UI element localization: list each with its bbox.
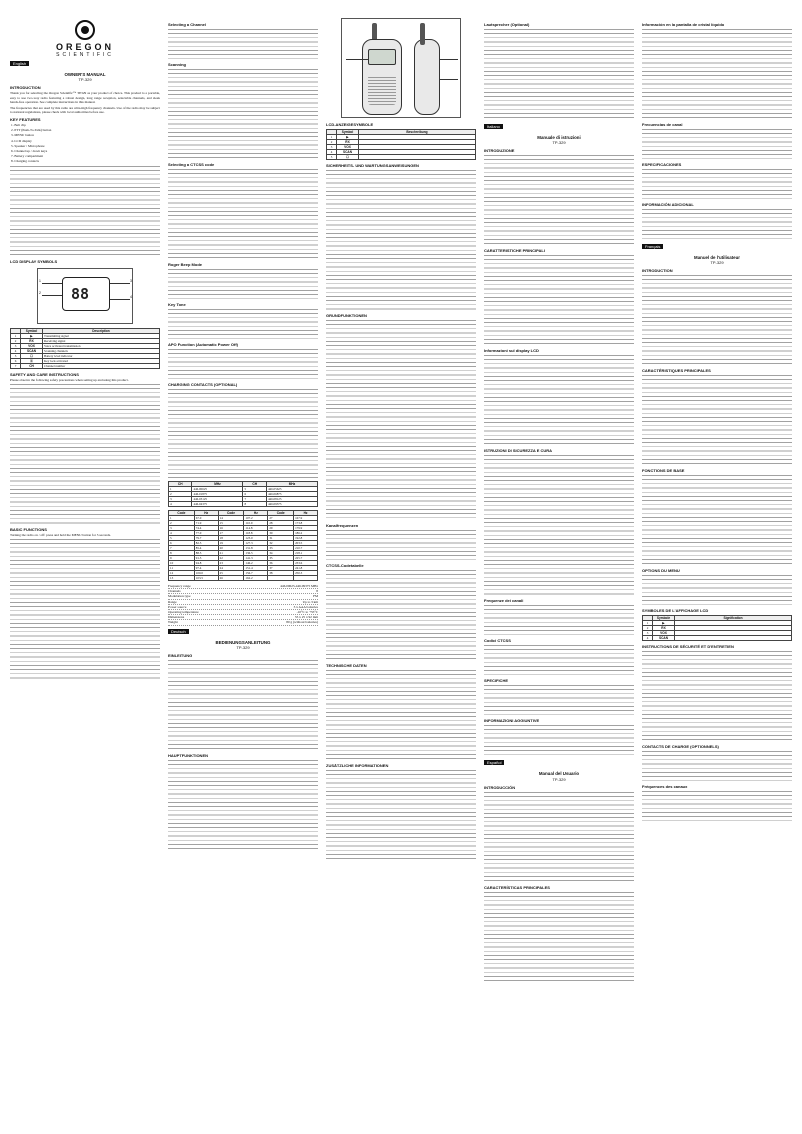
spec-value: Up to 3 km (302, 599, 318, 604)
callout-4: 4 (130, 294, 132, 299)
body-text-block (484, 355, 634, 445)
table-cell: 136.5 (244, 551, 268, 556)
table-row: 2 446.01875 6 446.06875 (169, 492, 318, 497)
spec-key: Channels (168, 589, 181, 594)
table-cell: 203.5 (294, 541, 318, 546)
table-cell: 4 (169, 531, 195, 536)
spec-value: 8 (316, 589, 318, 594)
antenna-icon (420, 23, 425, 45)
body-text-block (642, 129, 792, 159)
spec-row (168, 620, 318, 625)
table-cell: 17 (218, 531, 244, 536)
freq-heading-it: Frequenze dei canali (484, 598, 524, 604)
table-cell: 233.6 (294, 561, 318, 566)
body-text-block (642, 169, 792, 199)
table-cell: 162.2 (244, 576, 268, 581)
body-text-block (642, 651, 792, 741)
table-cell: 26 (218, 576, 244, 581)
body-text-block (642, 575, 792, 605)
freq-heading-fr: Fréquences des canaux (642, 784, 688, 790)
brand-logo-top: OREGON (55, 42, 114, 52)
table-cell: 21 (218, 551, 244, 556)
table-cell: 6 (169, 541, 195, 546)
table-cell: 16 (218, 526, 244, 531)
intro-heading-fr: INTRODUCTION (642, 268, 673, 274)
table-cell (294, 576, 318, 581)
spec-value: 55 x 25 x 92 mm (294, 615, 318, 620)
spec-key: Dimensions (168, 615, 185, 620)
table-cell: 141.3 (244, 556, 268, 561)
table-cell: 12 (169, 571, 195, 576)
body-text-block (484, 29, 634, 119)
body-text-block (168, 309, 318, 339)
body-text-block (168, 349, 318, 379)
radio-side-icon (414, 39, 440, 115)
table-cell: 156.7 (244, 571, 268, 576)
basic-heading-fr: FONCTIONS DE BASE (642, 468, 685, 474)
feature-item: 1. Belt clip (11, 122, 26, 127)
table-row: 5 ☐ (327, 155, 476, 160)
column-italiano-espanol (484, 0, 634, 1134)
table-cell: 218.1 (294, 551, 318, 556)
table-cell: 34 (268, 551, 294, 556)
contact-heading-fr: CONTACTS DE CHARGE (OPTIONNELS) (642, 744, 719, 750)
spec-key: Modulation type (168, 594, 191, 599)
table-row: 1 ▶ (643, 621, 792, 626)
table-cell: 36 (268, 561, 294, 566)
lcd-diagram (37, 268, 133, 324)
table-row (169, 576, 318, 581)
body-text-block (168, 69, 318, 159)
info-heading-es: INFORMACIÓN ADICIONAL (642, 202, 694, 207)
intro-paragraph-1: Thank you for selecting the Oregon Scientific™ TP329 as your product of choice. This product is a portable, easy to use two-way radio featuring a robust design, long range reception, selectable channels, and sleek hands-free operation. See complete instructions in this manual. (10, 91, 160, 104)
table-cell: 27 (268, 516, 294, 521)
safety-heading: SAFETY AND CARE INSTRUCTIONS (10, 371, 79, 377)
body-text-block (484, 892, 634, 982)
body-text-block (326, 320, 476, 520)
table-cell: 114.8 (244, 526, 268, 531)
body-text-block (642, 791, 792, 821)
feature-item: 2. PTT (Push-To-Talk) button (11, 128, 52, 133)
callout-3: 3 (130, 278, 132, 283)
roger-beep-heading: Roger Beep Mode (168, 262, 203, 267)
table-cell: 7 (169, 546, 195, 551)
language-tag-italiano: Italiano (484, 124, 503, 129)
info-heading-it: INFORMAZIONI AGGIUNTIVE (484, 718, 540, 724)
body-text-block (484, 725, 634, 755)
column-english-continued (168, 0, 318, 1134)
spec-key: Operating temperature (168, 610, 199, 615)
body-text-block (642, 475, 792, 565)
table-cell: 110.9 (244, 521, 268, 526)
basic-heading-de: GRUNDFUNKTIONEN (326, 313, 367, 318)
features-heading-fr: CARACTÉRISTIQUES PRINCIPALES (642, 368, 711, 374)
table-cell: 29 (268, 526, 294, 531)
language-tag-deutsch: Deutsch (168, 629, 189, 634)
manual-title-fr: Manuel de l'utilisateur (694, 255, 740, 260)
table-cell: 179.9 (294, 526, 318, 531)
model-number-it: TP-329 (552, 140, 566, 146)
table-row: 3 446.03125 7 446.08125 (169, 497, 318, 502)
model-number-es: TP-329 (552, 776, 566, 782)
table-cell: 32 (268, 541, 294, 546)
channel-frequency-table: CH MHz CH MHz 1 446.00625 5 446.05625 2 446.01875 6 446.06875 3 446.03125 7 446.08125 4 446.04375 8 446.09375 (168, 481, 318, 507)
specifications-list (168, 584, 318, 626)
column-deutsch (326, 0, 476, 1134)
symbol-table (10, 328, 160, 369)
basic-paragraph: Turning the radio on / off: press and hold the MENU button for 3 seconds. (10, 532, 111, 537)
table-row: 2 RX (327, 140, 476, 145)
ctcss-heading-it: Codici CTCSS (484, 638, 511, 644)
table-cell: 103.5 (194, 576, 218, 581)
basic-heading: BASIC FUNCTIONS (10, 526, 47, 532)
table-cell: 33 (268, 546, 294, 551)
table-cell: 82.5 (194, 541, 218, 546)
column-francais (642, 0, 792, 1134)
body-text-block (326, 770, 476, 860)
speaker-heading-de: Lautsprecher (Optional) (484, 22, 530, 27)
table-cell: 5 (169, 536, 195, 541)
table-row: 4 SCAN Scanning channels (11, 348, 160, 353)
table-cell: 11 (169, 566, 195, 571)
table-cell: 74.4 (194, 526, 218, 531)
lcd-heading-es: Información en la pantalla de cristal líquido (642, 22, 725, 27)
language-tag-francais: Français (642, 244, 663, 249)
table-cell: 22 (218, 556, 244, 561)
intro-paragraph-2: The frequencies that are used by this radio are ultra-high frequency channels. Use of the radio may be subject to national regulations, please check with local authorities before use. (10, 105, 160, 114)
manual-title-es: Manual del Usuario (538, 771, 580, 777)
spec-key: Weight (168, 620, 178, 625)
spec-key: Power source (168, 604, 187, 609)
table-cell: 173.8 (294, 521, 318, 526)
spec-heading-it: SPECIFICHE (484, 678, 509, 684)
table-cell: 67.0 (194, 516, 218, 521)
table-cell: 3 (169, 526, 195, 531)
body-text-block (326, 530, 476, 560)
lcd-screen (62, 277, 110, 311)
table-cell: 186.2 (294, 531, 318, 536)
table-row: 6 ⚿ Key lock activated (11, 358, 160, 363)
table-cell: 250.3 (294, 571, 318, 576)
spec-value: 3 x AAA batteries (293, 604, 318, 609)
language-tag-english: English (10, 61, 29, 66)
key-tone-heading: Key Tone (168, 302, 186, 307)
spec-key: Range (168, 599, 177, 604)
intro-heading: INTRODUCTION (10, 85, 41, 91)
table-cell: 167.9 (294, 516, 318, 521)
table-cell: 210.7 (294, 546, 318, 551)
lcd-heading: LCD DISPLAY SYMBOLS (10, 258, 58, 264)
table-cell: 1 (169, 516, 195, 521)
safety-heading-fr: INSTRUCTIONS DE SÉCURITÉ ET D'ENTRETIEN (642, 644, 734, 650)
body-text-block (484, 155, 634, 245)
manual-title: OWNER'S MANUAL (64, 72, 106, 77)
table-cell: 94.8 (194, 561, 218, 566)
model-number-de: TP-329 (236, 645, 250, 651)
manual-title-de: BEDIENUNGSANLEITUNG (215, 639, 271, 645)
table-row: 3 VOX (327, 145, 476, 150)
table-cell: 28 (268, 521, 294, 526)
features-heading-de: HAUPTFUNKTIONEN (168, 753, 208, 759)
symbol-col-header: Symbol (21, 328, 43, 333)
table-row: 3 VOX Voice activated transmission (11, 343, 160, 348)
table-cell: 107.2 (244, 516, 268, 521)
lcd-heading-de: LCD-ANZEIGESYMBOLE (326, 122, 374, 127)
table-cell: 14 (218, 516, 244, 521)
table-cell: 192.8 (294, 536, 318, 541)
body-text-block (10, 384, 160, 524)
spec-value: 446.00625-446.09375 MHz (280, 584, 318, 588)
body-text-block (642, 375, 792, 465)
ctcss-table-body (169, 516, 318, 581)
ctcss-code-table: Code Hz Code Hz Code Hz 1 67.0 14 107.2 27 167.9 2 71.9 15 110.9 28 173.8 3 74.4 16 114.8 29 179.9 4 77.0 17 118.8 30 186.2 5 79.7 18 123.0 31 192.8 6 82.5 19 127.3 32 203.5 7 85.4 20 131.8 33 210.7 8 88.5 21 136.5 34 218.1 9 91.5 22 141.3 35 225.7 10 94.8 23 146.2 36 233.6 11 97.4 24 151.4 37 241.8 12 100.0 25 156.7 38 250.3 13 103.5 26 162.2 (168, 510, 318, 581)
spec-value: FM (313, 594, 318, 599)
table-cell: 35 (268, 556, 294, 561)
table-row: 4 SCAN (327, 150, 476, 155)
select-channel-heading: Selecting a Channel (168, 22, 207, 27)
table-row: 7 CH Channel number (11, 363, 160, 368)
callout-2: 2 (39, 290, 41, 295)
table-cell: 9 (169, 556, 195, 561)
table-cell: 127.3 (244, 541, 268, 546)
manual-title-it: Manuale di istruzioni (537, 135, 581, 140)
safety-paragraph: Please observe the following safety precautions when setting up and using this product. (10, 377, 129, 382)
charging-heading: CHARGING CONTACTS (OPTIONAL) (168, 382, 238, 387)
spec-value: -10°C to +55°C (296, 610, 318, 615)
table-cell: 71.9 (194, 521, 218, 526)
tech-heading-de: TECHNISCHE DATEN (326, 663, 367, 668)
table-cell: 91.5 (194, 556, 218, 561)
scanning-heading: Scanning (168, 62, 187, 67)
body-text-block (484, 455, 634, 595)
intro-heading-de: EINLEITUNG (168, 653, 193, 659)
spec-key: Frequency range (168, 584, 191, 588)
feature-item: 3. MENU button (11, 133, 34, 138)
intro-heading-es: INTRODUCCIÓN (484, 784, 516, 790)
symbol-table-fr: Symbole Signification 1 ▶ 2 RX 3 VOX 4 SCAN (642, 615, 792, 641)
feature-item: 5. Speaker / Microphone (11, 143, 45, 148)
lcd-heading-fr: SYMBOLES DE L'AFFICHAGE LCD (642, 608, 709, 614)
table-row: 1 ▶ Transmitting signal (11, 333, 160, 338)
table-row: 5 ☐ Battery level indicator (11, 353, 160, 358)
feature-item: 4. LCD display (11, 138, 32, 143)
table-cell: 241.8 (294, 566, 318, 571)
table-cell: 79.7 (194, 536, 218, 541)
body-text-block (484, 645, 634, 675)
description-col-header: Description (43, 328, 160, 333)
features-heading: KEY FEATURES (10, 116, 41, 122)
body-text-block (484, 605, 634, 635)
model-number-fr: TP-329 (710, 260, 724, 266)
body-text-block (326, 670, 476, 760)
body-text-block (484, 792, 634, 882)
body-text-block (326, 170, 476, 310)
safety-heading-de: SICHERHEITS- UND WARTUNGSANWEISUNGEN (326, 163, 419, 168)
body-text-block (642, 29, 792, 119)
table-cell: 24 (218, 566, 244, 571)
features-heading-it: CARATTERISTICHE PRINCIPALI (484, 248, 545, 254)
table-cell: 77.0 (194, 531, 218, 536)
radio-diagram (341, 18, 461, 118)
language-tag-espanol: Español (484, 760, 504, 765)
table-cell: 100.0 (194, 571, 218, 576)
channel-heading-de: Kanalfrequenzen (326, 523, 359, 528)
table-cell: 15 (218, 521, 244, 526)
lcd-digits: 88 (71, 284, 90, 303)
body-text-block (642, 275, 792, 365)
table-cell: 85.4 (194, 546, 218, 551)
body-text-block (168, 269, 318, 299)
table-row: 4 SCAN (643, 636, 792, 641)
body-text-block (326, 570, 476, 660)
body-text-block (10, 166, 160, 256)
table-cell: 97.4 (194, 566, 218, 571)
table-cell: 123.0 (244, 536, 268, 541)
spec-heading-es: ESPECIFICACIONES (642, 162, 682, 167)
body-text-block (168, 660, 318, 750)
table-row: 2 RX Receiving signal (11, 338, 160, 343)
body-text-block (642, 209, 792, 239)
table-cell: 131.8 (244, 546, 268, 551)
ctcss-heading-de: CTCSS-Codetabelle (326, 563, 364, 568)
body-text-block (168, 760, 318, 850)
table-cell: 18 (218, 536, 244, 541)
table-cell: 25 (218, 571, 244, 576)
table-cell: 10 (169, 561, 195, 566)
body-text-block (168, 169, 318, 259)
features-list (10, 123, 160, 164)
feature-item: 6. Channel up / down keys (11, 148, 48, 153)
table-cell: 30 (268, 531, 294, 536)
radio-screen-icon (368, 49, 396, 65)
table-cell: 13 (169, 576, 195, 581)
additional-heading-de: ZUSÄTZLICHE INFORMATIONEN (326, 763, 389, 768)
table-row: 1 446.00625 5 446.05625 (169, 487, 318, 492)
safety-heading-it: ISTRUZIONI DI SICUREZZA E CURA (484, 448, 553, 454)
table-row: 2 RX (643, 626, 792, 631)
table-cell: 118.8 (244, 531, 268, 536)
table-cell: 8 (169, 551, 195, 556)
feature-item: 7. Battery compartment (11, 154, 44, 159)
table-cell: 2 (169, 521, 195, 526)
table-cell: 225.7 (294, 556, 318, 561)
oregon-logo-icon (75, 20, 95, 40)
spec-value: 80 g (without batteries) (286, 620, 318, 625)
body-text-block (168, 389, 318, 479)
table-cell: 88.5 (194, 551, 218, 556)
menu-heading-fr: OPTIONS DU MENU (642, 568, 680, 574)
body-text-block (642, 751, 792, 781)
intro-heading-it: INTRODUZIONE (484, 148, 515, 154)
body-text-block (484, 255, 634, 345)
body-text-block (168, 29, 318, 59)
table-row: 4 446.04375 8 446.09375 (169, 502, 318, 507)
table-cell: 31 (268, 536, 294, 541)
freq-heading-es: Frecuencias de canal (642, 122, 683, 127)
body-text-block (484, 685, 634, 715)
callout-1: 1 (39, 278, 41, 283)
table-cell: 151.4 (244, 566, 268, 571)
symbol-table-de: Symbol Beschreibung 1 ▶ 2 RX 3 VOX 4 SCAN 5 ☐ (326, 129, 476, 160)
model-number: TP-329 (78, 77, 92, 83)
feature-item: 8. Charging contacts (11, 159, 39, 164)
speaker-grill-icon (368, 75, 396, 105)
lcd-heading-it: Informazioni sul display LCD (484, 348, 539, 354)
features-heading-es: CARACTERÍSTICAS PRINCIPALES (484, 884, 550, 890)
table-cell: 38 (268, 571, 294, 576)
body-text-block (10, 539, 160, 679)
table-cell: 37 (268, 566, 294, 571)
table-row: 1 ▶ (327, 135, 476, 140)
table-cell: 146.2 (244, 561, 268, 566)
table-cell (268, 576, 294, 581)
column-english (10, 0, 160, 1134)
brand-logo-bottom: SCIENTIFIC (56, 52, 114, 58)
apo-heading: APO Function (Automatic Power Off) (168, 342, 238, 347)
table-cell: 23 (218, 561, 244, 566)
table-cell: 19 (218, 541, 244, 546)
table-row: 3 VOX (643, 631, 792, 636)
brand-block (10, 20, 160, 58)
table-cell: 20 (218, 546, 244, 551)
ctcss-heading: Selecting a CTCSS code (168, 162, 215, 167)
